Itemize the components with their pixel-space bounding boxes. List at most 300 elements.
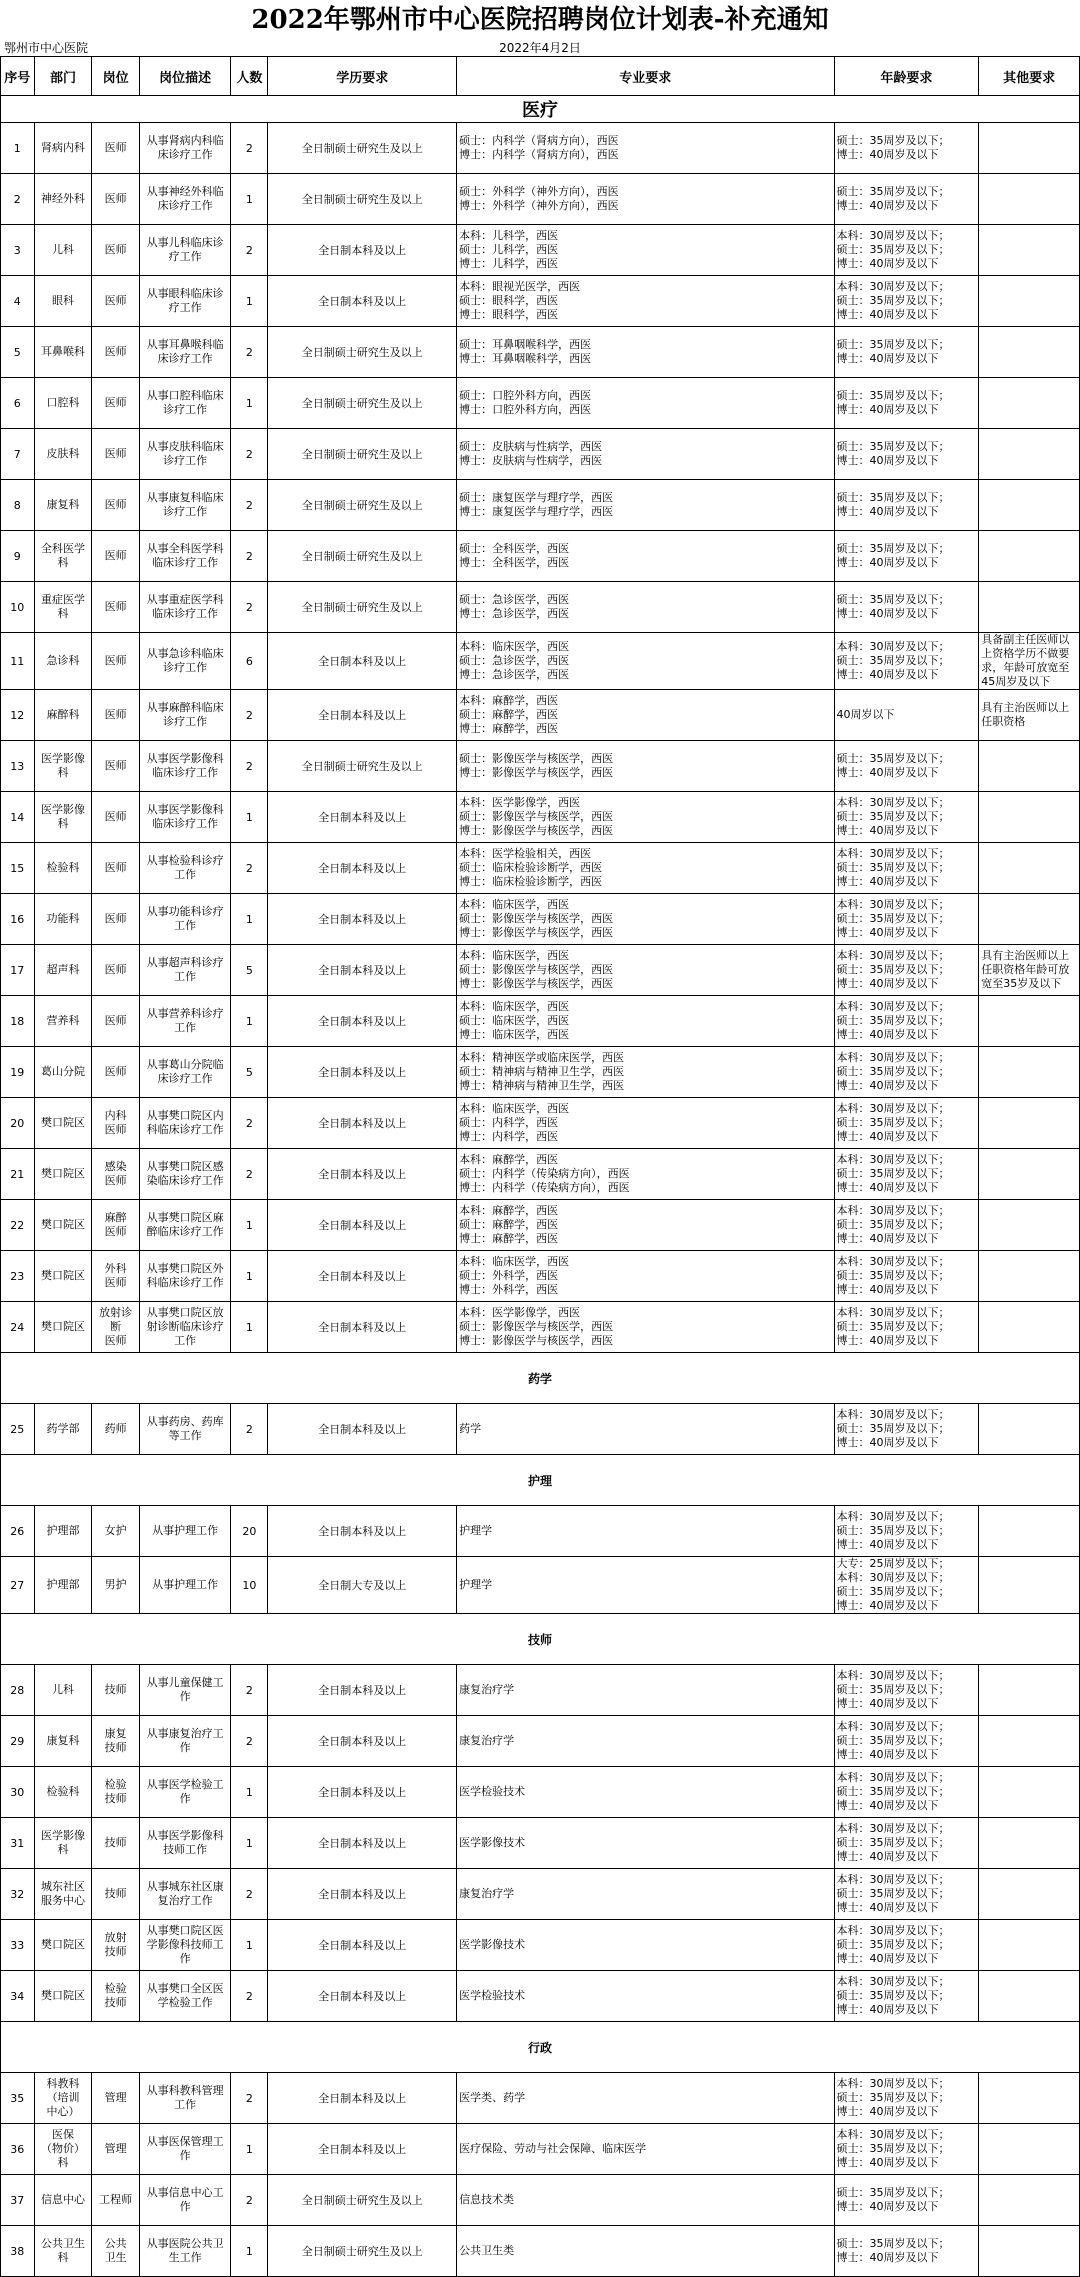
table-row (1, 1251, 1080, 1302)
table-header-row (1, 57, 1080, 96)
cell-age: 硕士：35周岁及以下； 博士：40周岁及以下 (834, 2175, 979, 2226)
cell-other (979, 1557, 1080, 1614)
cell-count: 6 (231, 633, 268, 690)
table-row (1, 1047, 1080, 1098)
cell-dept: 医学影像科 (34, 792, 92, 843)
section-row (1, 1353, 1080, 1404)
cell-count: 2 (231, 843, 268, 894)
table-body (1, 96, 1080, 2277)
col-header: 人数 (231, 57, 268, 96)
cell-count: 10 (231, 1557, 268, 1614)
table-row (1, 1716, 1080, 1767)
table-row (1, 1665, 1080, 1716)
cell-age: 硕士：35周岁及以下； 博士：40周岁及以下 (834, 378, 979, 429)
cell-desc: 从事肾病内科临床诊疗工作 (139, 123, 230, 174)
cell-age: 本科：30周岁及以下； 硕士：35周岁及以下； 博士：40周岁及以下 (834, 1404, 979, 1455)
cell-dept: 营养科 (34, 996, 92, 1047)
cell-count: 1 (231, 894, 268, 945)
cell-desc: 从事康复科临床诊疗工作 (139, 480, 230, 531)
cell-edu: 全日制本科及以上 (268, 690, 457, 741)
cell-edu: 全日制硕士研究生及以上 (268, 2226, 457, 2277)
cell-desc: 从事口腔科临床诊疗工作 (139, 378, 230, 429)
cell-edu: 全日制硕士研究生及以上 (268, 582, 457, 633)
cell-dept: 超声科 (34, 945, 92, 996)
cell-other: 具有主治医师以上任职资格 (979, 690, 1080, 741)
cell-age: 本科：30周岁及以下； 硕士：35周岁及以下； 博士：40周岁及以下 (834, 1047, 979, 1098)
notice-date: 2022年4月2日 (499, 41, 581, 55)
cell-other (979, 1665, 1080, 1716)
cell-major: 硕士：耳鼻咽喉科学，西医 博士：耳鼻咽喉科学，西医 (457, 327, 834, 378)
cell-no: 2 (1, 174, 35, 225)
cell-other (979, 1920, 1080, 1971)
cell-edu: 全日制硕士研究生及以上 (268, 531, 457, 582)
cell-desc: 从事樊口全区医学检验工作 (139, 1971, 230, 2022)
cell-no: 29 (1, 1716, 35, 1767)
cell-post: 外科 医师 (92, 1251, 139, 1302)
cell-no: 25 (1, 1404, 35, 1455)
cell-desc: 从事信息中心工作 (139, 2175, 230, 2226)
cell-desc: 从事樊口院区外科临床诊疗工作 (139, 1251, 230, 1302)
cell-dept: 樊口院区 (34, 1149, 92, 1200)
cell-desc: 从事医学影像科临床诊疗工作 (139, 741, 230, 792)
cell-post: 药师 (92, 1404, 139, 1455)
cell-dept: 检验科 (34, 1767, 92, 1818)
cell-no: 21 (1, 1149, 35, 1200)
cell-age: 本科：30周岁及以下； 硕士：35周岁及以下； 博士：40周岁及以下 (834, 276, 979, 327)
table-row (1, 945, 1080, 996)
cell-other (979, 894, 1080, 945)
cell-count: 2 (231, 225, 268, 276)
cell-desc: 从事樊口院区感染临床诊疗工作 (139, 1149, 230, 1200)
col-header: 部门 (34, 57, 92, 96)
cell-other (979, 225, 1080, 276)
cell-no: 33 (1, 1920, 35, 1971)
cell-dept: 肾病内科 (34, 123, 92, 174)
cell-count: 2 (231, 2175, 268, 2226)
cell-dept: 康复科 (34, 1716, 92, 1767)
cell-dept: 急诊科 (34, 633, 92, 690)
cell-count: 1 (231, 1920, 268, 1971)
cell-desc: 从事药房、药库等工作 (139, 1404, 230, 1455)
cell-edu: 全日制本科及以上 (268, 1665, 457, 1716)
cell-age: 本科：30周岁及以下； 硕士：35周岁及以下； 博士：40周岁及以下 (834, 996, 979, 1047)
cell-major: 硕士：康复医学与理疗学，西医 博士：康复医学与理疗学，西医 (457, 480, 834, 531)
cell-desc: 从事儿童保健工作 (139, 1665, 230, 1716)
cell-other (979, 1200, 1080, 1251)
section-row (1, 1614, 1080, 1665)
cell-other (979, 843, 1080, 894)
table-row (1, 480, 1080, 531)
cell-no: 1 (1, 123, 35, 174)
cell-edu: 全日制本科及以上 (268, 1767, 457, 1818)
cell-dept: 樊口院区 (34, 1251, 92, 1302)
cell-edu: 全日制本科及以上 (268, 225, 457, 276)
cell-post: 医师 (92, 225, 139, 276)
cell-count: 2 (231, 582, 268, 633)
cell-other (979, 429, 1080, 480)
cell-other (979, 582, 1080, 633)
cell-dept: 城东社区 服务中心 (34, 1869, 92, 1920)
cell-desc: 从事樊口院区放射诊断临床诊疗工作 (139, 1302, 230, 1353)
cell-edu: 全日制本科及以上 (268, 1098, 457, 1149)
cell-dept: 科教科（培训 中心） (34, 2073, 92, 2124)
cell-other (979, 2226, 1080, 2277)
cell-post: 工程师 (92, 2175, 139, 2226)
cell-age: 本科：30周岁及以下； 硕士：35周岁及以下； 博士：40周岁及以下 (834, 2124, 979, 2175)
cell-no: 28 (1, 1665, 35, 1716)
cell-other (979, 741, 1080, 792)
cell-no: 37 (1, 2175, 35, 2226)
cell-major: 本科：儿科学，西医 硕士：儿科学，西医 博士：儿科学，西医 (457, 225, 834, 276)
table-row (1, 225, 1080, 276)
cell-edu: 全日制硕士研究生及以上 (268, 480, 457, 531)
table-row (1, 1971, 1080, 2022)
cell-other (979, 996, 1080, 1047)
cell-no: 8 (1, 480, 35, 531)
cell-age: 硕士：35周岁及以下； 博士：40周岁及以下 (834, 531, 979, 582)
cell-dept: 樊口院区 (34, 1200, 92, 1251)
cell-edu: 全日制本科及以上 (268, 1404, 457, 1455)
section-title: 行政 (1, 2022, 1080, 2073)
cell-edu: 全日制大专及以上 (268, 1557, 457, 1614)
cell-desc: 从事葛山分院临床诊疗工作 (139, 1047, 230, 1098)
cell-count: 2 (231, 1404, 268, 1455)
cell-count: 2 (231, 1098, 268, 1149)
table-row (1, 276, 1080, 327)
cell-desc: 从事重症医学科临床诊疗工作 (139, 582, 230, 633)
cell-other (979, 123, 1080, 174)
table-row (1, 843, 1080, 894)
cell-no: 6 (1, 378, 35, 429)
cell-desc: 从事神经外科临床诊疗工作 (139, 174, 230, 225)
col-header: 其他要求 (979, 57, 1080, 96)
cell-other (979, 2073, 1080, 2124)
section-title: 医疗 (1, 96, 1080, 123)
cell-edu: 全日制本科及以上 (268, 276, 457, 327)
cell-dept: 医学影像科 (34, 1818, 92, 1869)
table-row (1, 1149, 1080, 1200)
cell-age: 本科：30周岁及以下； 硕士：35周岁及以下； 博士：40周岁及以下 (834, 843, 979, 894)
cell-no: 23 (1, 1251, 35, 1302)
cell-other (979, 2175, 1080, 2226)
cell-edu: 全日制本科及以上 (268, 1869, 457, 1920)
cell-major: 本科：临床医学，西医 硕士：临床医学，西医 博士：临床医学，西医 (457, 996, 834, 1047)
cell-post: 医师 (92, 945, 139, 996)
cell-age: 本科：30周岁及以下； 硕士：35周岁及以下； 博士：40周岁及以下 (834, 1302, 979, 1353)
cell-major: 公共卫生类 (457, 2226, 834, 2277)
table-row (1, 123, 1080, 174)
cell-post: 医师 (92, 996, 139, 1047)
cell-desc: 从事眼科临床诊疗工作 (139, 276, 230, 327)
table-row (1, 1404, 1080, 1455)
cell-count: 2 (231, 1869, 268, 1920)
cell-dept: 樊口院区 (34, 1920, 92, 1971)
cell-no: 22 (1, 1200, 35, 1251)
org-name: 鄂州市中心医院 (4, 41, 89, 55)
section-row (1, 1455, 1080, 1506)
cell-dept: 医学影像科 (34, 741, 92, 792)
cell-count: 1 (231, 276, 268, 327)
cell-post: 放射诊断 医师 (92, 1302, 139, 1353)
cell-no: 30 (1, 1767, 35, 1818)
col-header: 序号 (1, 57, 35, 96)
cell-post: 放射 技师 (92, 1920, 139, 1971)
cell-edu: 全日制本科及以上 (268, 894, 457, 945)
cell-desc: 从事功能科诊疗工作 (139, 894, 230, 945)
cell-age: 本科：30周岁及以下； 硕士：35周岁及以下； 博士：40周岁及以下 (834, 1149, 979, 1200)
cell-dept: 儿科 (34, 225, 92, 276)
table-row (1, 2073, 1080, 2124)
col-header: 岗位 (92, 57, 139, 96)
cell-other (979, 327, 1080, 378)
cell-edu: 全日制本科及以上 (268, 792, 457, 843)
cell-major: 本科：麻醉学，西医 硕士：麻醉学，西医 博士：麻醉学，西医 (457, 690, 834, 741)
cell-other (979, 480, 1080, 531)
cell-post: 医师 (92, 378, 139, 429)
cell-age: 本科：30周岁及以下； 硕士：35周岁及以下； 博士：40周岁及以下 (834, 792, 979, 843)
cell-post: 技师 (92, 1869, 139, 1920)
cell-count: 2 (231, 690, 268, 741)
cell-count: 2 (231, 1716, 268, 1767)
cell-post: 医师 (92, 1047, 139, 1098)
cell-major: 硕士：影像医学与核医学，西医 博士：影像医学与核医学，西医 (457, 741, 834, 792)
cell-other (979, 1302, 1080, 1353)
cell-other (979, 1971, 1080, 2022)
cell-count: 5 (231, 1047, 268, 1098)
cell-major: 本科：麻醉学，西医 硕士：麻醉学，西医 博士：麻醉学，西医 (457, 1200, 834, 1251)
cell-major: 本科：临床医学，西医 硕士：急诊医学，西医 博士：急诊医学，西医 (457, 633, 834, 690)
cell-age: 本科：30周岁及以下； 硕士：35周岁及以下； 博士：40周岁及以下 (834, 1716, 979, 1767)
cell-post: 医师 (92, 894, 139, 945)
cell-age: 本科：30周岁及以下； 硕士：35周岁及以下； 博士：40周岁及以下 (834, 1098, 979, 1149)
cell-count: 1 (231, 174, 268, 225)
table-row (1, 2175, 1080, 2226)
cell-other (979, 1506, 1080, 1557)
table-row (1, 1818, 1080, 1869)
cell-major: 信息技术类 (457, 2175, 834, 2226)
cell-post: 麻醉 医师 (92, 1200, 139, 1251)
cell-age: 本科：30周岁及以下； 硕士：35周岁及以下； 博士：40周岁及以下 (834, 1869, 979, 1920)
cell-edu: 全日制本科及以上 (268, 1506, 457, 1557)
cell-major: 本科：临床医学，西医 硕士：影像医学与核医学，西医 博士：影像医学与核医学，西医 (457, 945, 834, 996)
cell-edu: 全日制硕士研究生及以上 (268, 741, 457, 792)
cell-major: 本科：精神医学或临床医学，西医 硕士：精神病与精神卫生学，西医 博士：精神病与精神卫生学，西医 (457, 1047, 834, 1098)
cell-post: 医师 (92, 123, 139, 174)
cell-no: 36 (1, 2124, 35, 2175)
cell-edu: 全日制硕士研究生及以上 (268, 2175, 457, 2226)
cell-age: 本科：30周岁及以下； 硕士：35周岁及以下； 博士：40周岁及以下 (834, 1200, 979, 1251)
cell-dept: 樊口院区 (34, 1971, 92, 2022)
cell-other (979, 1767, 1080, 1818)
cell-edu: 全日制本科及以上 (268, 1047, 457, 1098)
cell-major: 硕士：口腔外科方向，西医 博士：口腔外科方向，西医 (457, 378, 834, 429)
cell-count: 20 (231, 1506, 268, 1557)
cell-no: 15 (1, 843, 35, 894)
cell-count: 2 (231, 480, 268, 531)
col-header: 岗位描述 (139, 57, 230, 96)
cell-age: 本科：30周岁及以下； 硕士：35周岁及以下； 博士：40周岁及以下 (834, 1818, 979, 1869)
cell-dept: 康复科 (34, 480, 92, 531)
cell-edu: 全日制本科及以上 (268, 1971, 457, 2022)
cell-desc: 从事营养科诊疗工作 (139, 996, 230, 1047)
cell-no: 17 (1, 945, 35, 996)
table-row (1, 174, 1080, 225)
cell-major: 硕士：皮肤病与性病学，西医 博士：皮肤病与性病学，西医 (457, 429, 834, 480)
cell-other (979, 1869, 1080, 1920)
col-header: 专业要求 (457, 57, 834, 96)
cell-edu: 全日制本科及以上 (268, 2124, 457, 2175)
cell-major: 医学影像技术 (457, 1920, 834, 1971)
cell-count: 1 (231, 1818, 268, 1869)
cell-no: 4 (1, 276, 35, 327)
cell-no: 34 (1, 1971, 35, 2022)
table-row (1, 1098, 1080, 1149)
section-row (1, 96, 1080, 123)
cell-desc: 从事麻醉科临床诊疗工作 (139, 690, 230, 741)
cell-no: 16 (1, 894, 35, 945)
cell-desc: 从事医学影像科临床诊疗工作 (139, 792, 230, 843)
cell-post: 医师 (92, 531, 139, 582)
table-row (1, 633, 1080, 690)
cell-count: 1 (231, 378, 268, 429)
cell-count: 1 (231, 2226, 268, 2277)
cell-post: 管理 (92, 2124, 139, 2175)
cell-desc: 从事急诊科临床诊疗工作 (139, 633, 230, 690)
cell-desc: 从事城东社区康复治疗工作 (139, 1869, 230, 1920)
cell-post: 康复 技师 (92, 1716, 139, 1767)
cell-no: 13 (1, 741, 35, 792)
cell-dept: 眼科 (34, 276, 92, 327)
cell-age: 本科：30周岁及以下； 硕士：35周岁及以下； 博士：40周岁及以下 (834, 945, 979, 996)
cell-major: 医学影像技术 (457, 1818, 834, 1869)
cell-desc: 从事护理工作 (139, 1557, 230, 1614)
cell-edu: 全日制本科及以上 (268, 1716, 457, 1767)
cell-no: 35 (1, 2073, 35, 2124)
cell-dept: 口腔科 (34, 378, 92, 429)
cell-post: 医师 (92, 480, 139, 531)
cell-major: 本科：医学检验相关，西医 硕士：临床检验诊断学，西医 博士：临床检验诊断学，西医 (457, 843, 834, 894)
cell-major: 本科：临床医学，西医 硕士：影像医学与核医学，西医 博士：影像医学与核医学，西医 (457, 894, 834, 945)
cell-age: 硕士：35周岁及以下； 博士：40周岁及以下 (834, 480, 979, 531)
table-row (1, 1506, 1080, 1557)
cell-desc: 从事医学影像科技师工作 (139, 1818, 230, 1869)
table-row (1, 1767, 1080, 1818)
cell-other (979, 1098, 1080, 1149)
cell-edu: 全日制硕士研究生及以上 (268, 123, 457, 174)
cell-desc: 从事耳鼻喉科临床诊疗工作 (139, 327, 230, 378)
section-title: 药学 (1, 1353, 1080, 1404)
cell-major: 康复治疗学 (457, 1665, 834, 1716)
cell-other (979, 1716, 1080, 1767)
cell-dept: 信息中心 (34, 2175, 92, 2226)
cell-no: 5 (1, 327, 35, 378)
cell-age: 40周岁以下 (834, 690, 979, 741)
cell-no: 10 (1, 582, 35, 633)
cell-edu: 全日制硕士研究生及以上 (268, 378, 457, 429)
cell-no: 18 (1, 996, 35, 1047)
cell-no: 14 (1, 792, 35, 843)
cell-edu: 全日制本科及以上 (268, 1920, 457, 1971)
cell-edu: 全日制本科及以上 (268, 1251, 457, 1302)
cell-major: 医学检验技术 (457, 1767, 834, 1818)
cell-other (979, 792, 1080, 843)
cell-count: 2 (231, 327, 268, 378)
cell-dept: 药学部 (34, 1404, 92, 1455)
cell-age: 本科：30周岁及以下； 硕士：35周岁及以下； 博士：40周岁及以下 (834, 633, 979, 690)
cell-post: 感染 医师 (92, 1149, 139, 1200)
cell-no: 3 (1, 225, 35, 276)
cell-major: 本科：医学影像学，西医 硕士：影像医学与核医学，西医 博士：影像医学与核医学，西医 (457, 792, 834, 843)
cell-age: 硕士：35周岁及以下； 博士：40周岁及以下 (834, 582, 979, 633)
cell-other (979, 1251, 1080, 1302)
cell-other (979, 1149, 1080, 1200)
cell-dept: 功能科 (34, 894, 92, 945)
cell-desc: 从事检验科诊疗工作 (139, 843, 230, 894)
cell-major: 本科：麻醉学，西医 硕士：内科学（传染病方向），西医 博士：内科学（传染病方向），西医 (457, 1149, 834, 1200)
cell-edu: 全日制本科及以上 (268, 1818, 457, 1869)
cell-dept: 皮肤科 (34, 429, 92, 480)
cell-no: 20 (1, 1098, 35, 1149)
cell-post: 医师 (92, 792, 139, 843)
table-row (1, 894, 1080, 945)
cell-count: 1 (231, 1251, 268, 1302)
cell-other (979, 2124, 1080, 2175)
cell-major: 硕士：外科学（神外方向），西医 博士：外科学（神外方向），西医 (457, 174, 834, 225)
cell-age: 大专：25周岁及以下； 本科：30周岁及以下； 硕士：35周岁及以下； 博士：40周岁及以下 (834, 1557, 979, 1614)
cell-post: 医师 (92, 327, 139, 378)
table-row (1, 429, 1080, 480)
cell-no: 32 (1, 1869, 35, 1920)
cell-other: 具有主治医师以上任职资格年龄可放宽至35岁及以下 (979, 945, 1080, 996)
cell-post: 医师 (92, 174, 139, 225)
cell-age: 硕士：35周岁及以下； 博士：40周岁及以下 (834, 741, 979, 792)
cell-post: 公共 卫生 (92, 2226, 139, 2277)
cell-age: 本科：30周岁及以下； 硕士：35周岁及以下； 博士：40周岁及以下 (834, 2073, 979, 2124)
cell-dept: 麻醉科 (34, 690, 92, 741)
cell-age: 硕士：35周岁及以下； 博士：40周岁及以下 (834, 2226, 979, 2277)
cell-dept: 公共卫生科 (34, 2226, 92, 2277)
cell-desc: 从事樊口院区医学影像科技师工作 (139, 1920, 230, 1971)
cell-major: 康复治疗学 (457, 1869, 834, 1920)
table-row (1, 690, 1080, 741)
cell-age: 硕士：35周岁及以下； 博士：40周岁及以下 (834, 123, 979, 174)
cell-post: 医师 (92, 276, 139, 327)
cell-other: 具备副主任医师以上资格学历不做要求，年龄可放宽至45周岁及以下 (979, 633, 1080, 690)
cell-count: 2 (231, 531, 268, 582)
cell-other (979, 378, 1080, 429)
cell-major: 本科：眼视光医学，西医 硕士：眼科学，西医 博士：眼科学，西医 (457, 276, 834, 327)
cell-dept: 护理部 (34, 1506, 92, 1557)
cell-major: 本科：医学影像学，西医 硕士：影像医学与核医学，西医 博士：影像医学与核医学，西医 (457, 1302, 834, 1353)
cell-dept: 葛山分院 (34, 1047, 92, 1098)
cell-age: 本科：30周岁及以下； 硕士：35周岁及以下； 博士：40周岁及以下 (834, 1920, 979, 1971)
table-row (1, 1920, 1080, 1971)
table-row (1, 996, 1080, 1047)
cell-desc: 从事超声科诊疗工作 (139, 945, 230, 996)
cell-post: 女护 (92, 1506, 139, 1557)
cell-no: 19 (1, 1047, 35, 1098)
cell-post: 检验 技师 (92, 1767, 139, 1818)
table-row (1, 1200, 1080, 1251)
table-row (1, 741, 1080, 792)
cell-edu: 全日制本科及以上 (268, 843, 457, 894)
cell-dept: 樊口院区 (34, 1302, 92, 1353)
cell-dept: 护理部 (34, 1557, 92, 1614)
cell-other (979, 531, 1080, 582)
cell-desc: 从事皮肤科临床诊疗工作 (139, 429, 230, 480)
cell-dept: 全科医学科 (34, 531, 92, 582)
table-row (1, 327, 1080, 378)
